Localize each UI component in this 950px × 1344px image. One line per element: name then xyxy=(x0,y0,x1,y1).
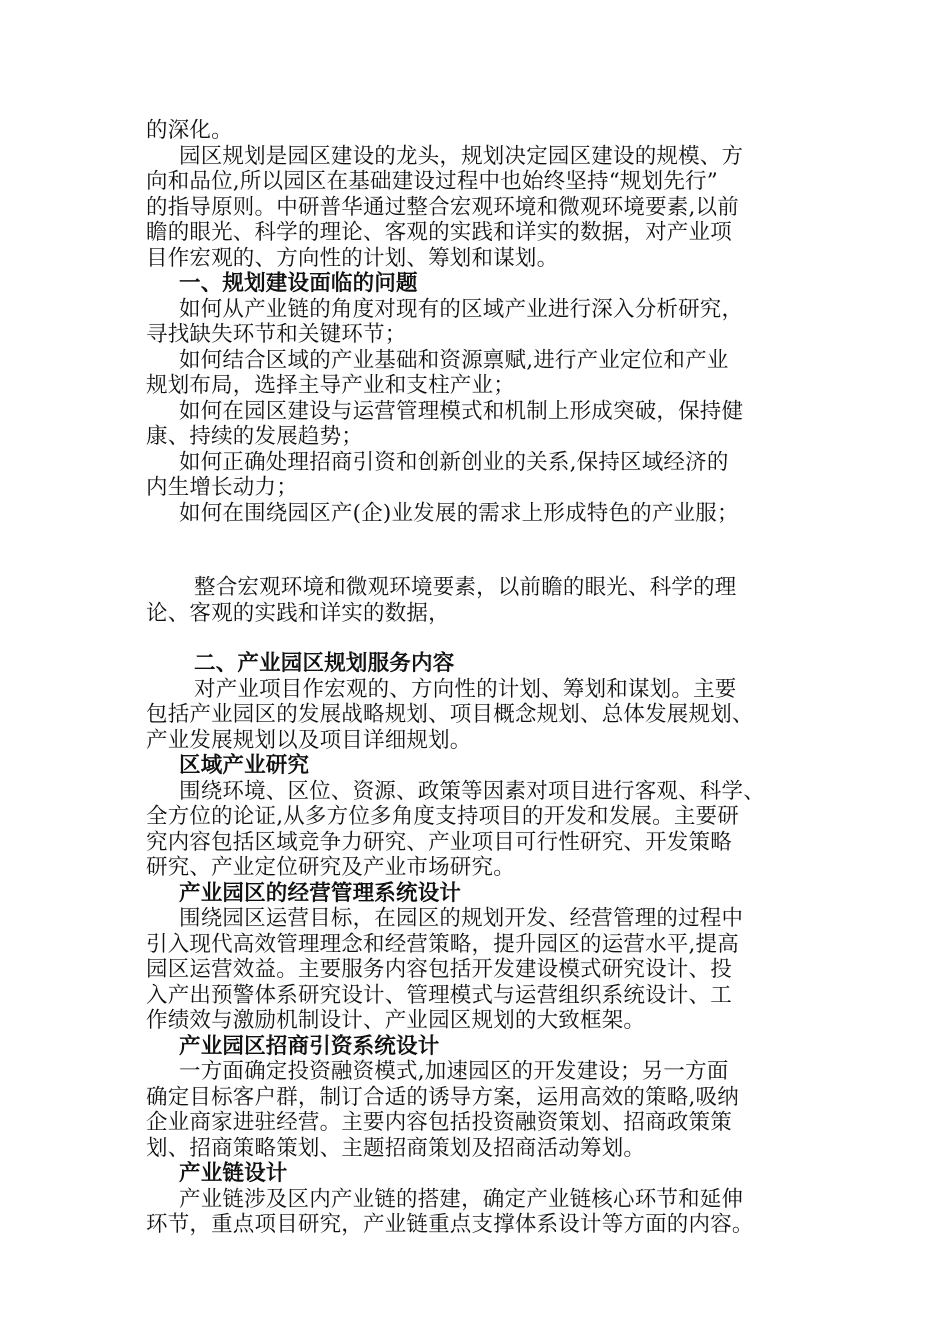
paragraph-line: 全方位的论证,从多方位多角度支持项目的开发和发展。主要研 xyxy=(146,804,739,829)
blank-space xyxy=(146,526,810,575)
paragraph-line: 如何在园区建设与运营管理模式和机制上形成突破，保持健 xyxy=(179,398,744,424)
paragraph-line: 内生增长动力； xyxy=(146,475,298,500)
paragraph-line: 寻找缺失环节和关键环节； xyxy=(146,322,407,347)
subsection-heading: 产业链设计 xyxy=(179,1161,288,1186)
paragraph-line: 作绩效与激励机制设计、产业园区规划的大致框架。 xyxy=(146,1008,646,1033)
paragraph-line: 的指导原则。中研普华通过整合宏观环境和微观环境要素,以前 xyxy=(146,194,739,220)
paragraph-line: 园区运营效益。主要服务内容包括开发建设模式研究设计、投 xyxy=(146,957,732,982)
paragraph-line: 产业链涉及区内产业链的搭建，确定产业链核心环节和延伸 xyxy=(179,1186,744,1212)
blank-space xyxy=(146,626,810,651)
subsection-heading: 产业园区的经营管理系统设计 xyxy=(179,880,462,906)
section-heading: 二、产业园区规划服务内容 xyxy=(194,651,455,676)
paragraph-line: 究内容包括区域竞争力研究、产业项目可行性研究、开发策略 xyxy=(146,829,732,855)
paragraph-line: 目作宏观的、方向性的计划、筹划和谋划。 xyxy=(146,245,559,271)
paragraph-line: 产业发展规划以及项目详细规划。 xyxy=(146,727,472,753)
paragraph-line: 包括产业园区的发展战略规划、项目概念规划、总体发展规划、 xyxy=(146,702,754,727)
paragraph-line: 环节，重点项目研究，产业链重点支撑体系设计等方面的内容。 xyxy=(146,1212,754,1237)
paragraph-line: 园区规划是园区建设的龙头，规划决定园区建设的规模、方 xyxy=(179,143,744,169)
section-heading: 一、规划建设面临的问题 xyxy=(179,271,418,296)
paragraph-line: 围绕园区运营目标，在园区的规划开发、经营管理的过程中 xyxy=(179,906,744,931)
paragraph-line: 研究、产业定位研究及产业市场研究。 xyxy=(146,855,515,880)
paragraph-line: 企业商家进驻经营。主要内容包括投资融资策划、招商政策策 xyxy=(146,1110,732,1135)
paragraph-line: 如何结合区域的产业基础和资源禀赋,进行产业定位和产业 xyxy=(179,347,729,373)
paragraph-line: 一方面确定投资融资模式,加速园区的开发建设；另一方面 xyxy=(179,1059,729,1084)
paragraph-line: 围绕环境、区位、资源、政策等因素对项目进行客观、科学、 xyxy=(179,778,765,804)
document-page xyxy=(146,118,810,1238)
paragraph-line: 整合宏观环境和微观环境要素，以前瞻的眼光、科学的理 xyxy=(194,575,737,600)
paragraph-line: 瞻的眼光、科学的理论、客观的实践和详实的数据，对产业项 xyxy=(146,220,732,245)
paragraph-line: 如何在围绕园区产(企)业发展的需求上形成特色的产业服； xyxy=(179,500,739,526)
subsection-heading: 区域产业研究 xyxy=(179,753,310,778)
paragraph-line: 如何从产业链的角度对现有的区域产业进行深入分析研究， xyxy=(179,296,744,322)
paragraph-line: 确定目标客户群，制订合适的诱导方案，运用高效的策略,吸纳 xyxy=(146,1084,739,1110)
paragraph-line: 论、客观的实践和详实的数据， xyxy=(146,600,450,626)
paragraph-line: 对产业项目作宏观的、方向性的计划、筹划和谋划。主要 xyxy=(194,676,737,702)
paragraph-line: 划、招商策略策划、主题招商策划及招商活动筹划。 xyxy=(146,1135,646,1161)
paragraph-line: 的深化。 xyxy=(146,118,233,143)
subsection-heading: 产业园区招商引资系统设计 xyxy=(179,1033,440,1059)
paragraph-line: 向和品位,所以园区在基础建设过程中也始终坚持“规划先行” xyxy=(146,169,718,194)
paragraph-line: 入产出预警体系研究设计、管理模式与运营组织系统设计、工 xyxy=(146,982,732,1008)
paragraph-line: 规划布局，选择主导产业和支柱产业； xyxy=(146,373,515,398)
paragraph-line: 康、持续的发展趋势； xyxy=(146,424,364,449)
paragraph-line: 如何正确处理招商引资和创新创业的关系,保持区域经济的 xyxy=(179,449,729,475)
paragraph-line: 引入现代高效管理理念和经营策略，提升园区的运营水平,提高 xyxy=(146,931,739,957)
